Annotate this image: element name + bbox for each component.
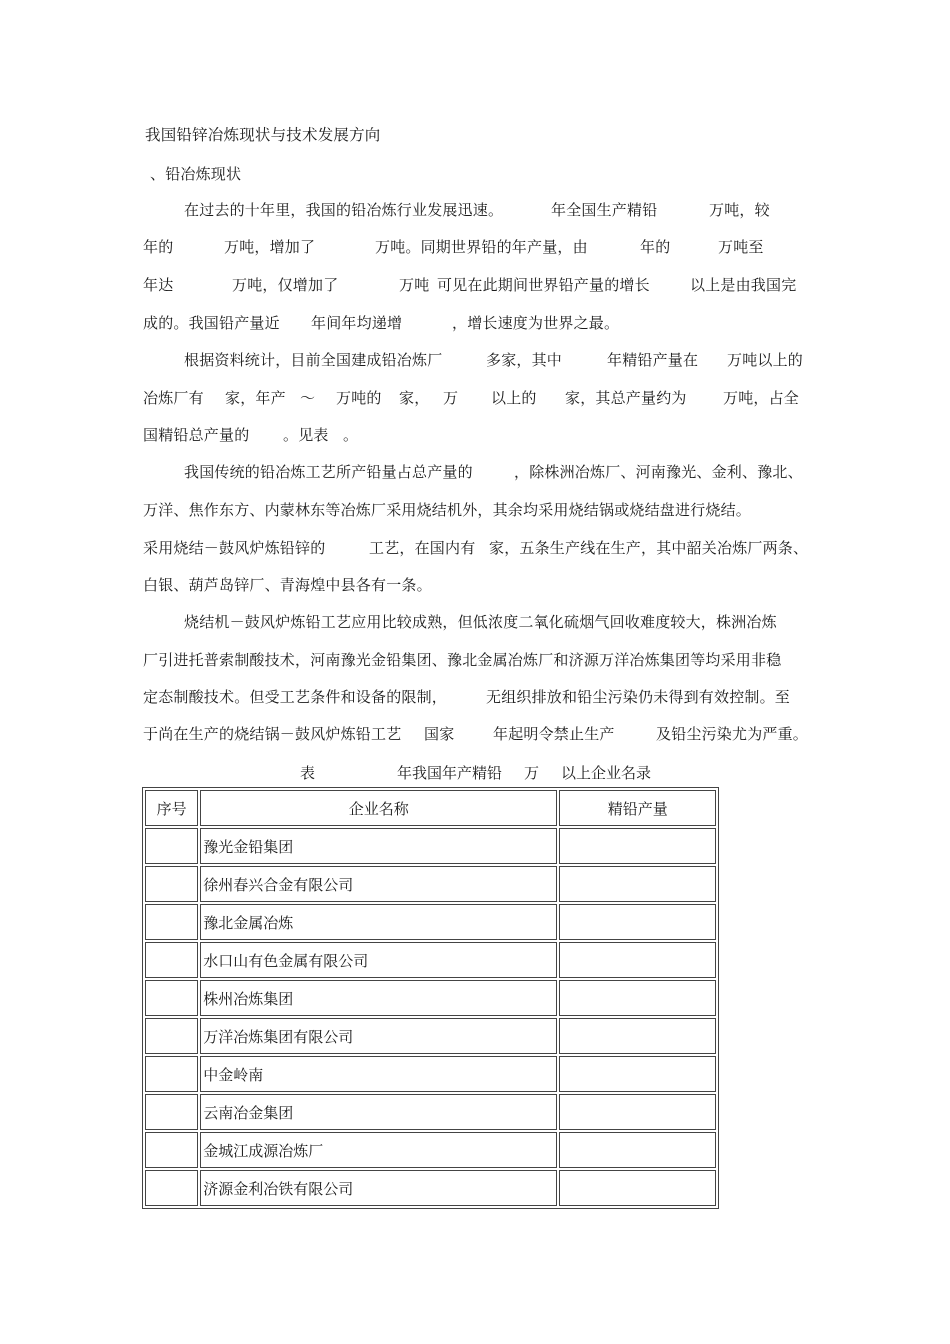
text-segment: 国家 xyxy=(424,725,455,743)
text-segment: 家，年产 xyxy=(225,389,286,407)
table-row xyxy=(145,1018,716,1054)
row-name: 中金岭南 xyxy=(200,1056,557,1092)
text-segment: 。见表 xyxy=(283,426,329,444)
text-segment: 定态制酸技术。但受工艺条件和设备的限制， xyxy=(143,688,448,706)
text-segment: 万吨的 xyxy=(336,389,382,407)
table-row xyxy=(145,828,716,864)
text-segment: 多家，其中 xyxy=(486,351,563,369)
row-name: 水口山有色金属有限公司 xyxy=(200,942,557,978)
row-index xyxy=(145,980,198,1016)
text-segment: 万吨以上的 xyxy=(727,351,804,369)
text-segment: 以上是由我国完 xyxy=(690,276,797,294)
row-index xyxy=(145,1018,198,1054)
row-name: 万洋冶炼集团有限公司 xyxy=(200,1018,557,1054)
text-segment: 以上的 xyxy=(491,389,537,407)
text-segment: 工艺，在国内有 xyxy=(369,539,476,557)
text-segment: 年达 xyxy=(143,276,174,294)
text-segment: 根据资料统计，目前全国建成铅冶炼厂 xyxy=(184,351,443,369)
row-output xyxy=(559,942,716,978)
text-segment: 家， xyxy=(399,389,430,407)
text-segment: 年的 xyxy=(640,238,671,256)
caption-prefix: 表 xyxy=(300,764,316,782)
text-segment: 万 xyxy=(443,389,459,407)
row-index xyxy=(145,1094,198,1130)
text-segment: 万吨 xyxy=(399,276,430,294)
table-row xyxy=(145,942,716,978)
table-row xyxy=(145,1132,716,1168)
text-segment: 及铅尘污染尤为严重。 xyxy=(656,725,809,743)
text-segment: 烧结机－鼓风炉炼铅工艺应用比较成熟，但低浓度二氧化硫烟气回收难度较大，株洲冶炼 xyxy=(184,613,777,631)
row-index xyxy=(145,904,198,940)
text-segment: 万吨，增加了 xyxy=(224,238,316,256)
row-name: 云南冶金集团 xyxy=(200,1094,557,1130)
text-segment: 家，其总产量约为 xyxy=(565,389,687,407)
text-segment: ～ xyxy=(300,389,316,407)
text-segment: 万吨至 xyxy=(718,238,764,256)
table-row xyxy=(145,1170,716,1206)
table-header-row xyxy=(145,790,716,826)
text-segment: 冶炼厂有 xyxy=(143,389,204,407)
caption-suffix: 以上企业名录 xyxy=(561,764,652,782)
text-segment: 无组织排放和铅尘污染仍未得到有效控制。至 xyxy=(486,688,791,706)
row-index xyxy=(145,828,198,864)
caption-unit: 万 xyxy=(524,764,540,782)
header-index: 序号 xyxy=(145,790,198,826)
caption-middle: 年我国年产精铅 xyxy=(397,764,503,782)
table-row xyxy=(145,904,716,940)
text-segment: 家，五条生产线在生产，其中韶关冶炼厂两条、 xyxy=(489,539,809,557)
text-segment: 厂引进托普索制酸技术，河南豫光金铅集团、豫北金属冶炼厂和济源万洋冶炼集团等均采用非稳 xyxy=(143,651,782,669)
text-segment: 白银、葫芦岛锌厂、青海煌中县各有一条。 xyxy=(143,576,432,594)
text-segment: 采用烧结－鼓风炉炼铅锌的 xyxy=(143,539,326,557)
table-row xyxy=(145,1056,716,1092)
row-index xyxy=(145,1132,198,1168)
row-index xyxy=(145,1170,198,1206)
text-segment: 万吨，占全 xyxy=(723,389,800,407)
document-title: 我国铅锌冶炼现状与技术发展方向 xyxy=(145,126,381,144)
text-segment: 。 xyxy=(343,426,359,444)
row-output xyxy=(559,1132,716,1168)
text-segment: 成的。我国铅产量近 xyxy=(143,314,280,332)
text-segment: 年间年均递增 xyxy=(311,314,403,332)
table-row xyxy=(145,1094,716,1130)
header-name: 企业名称 xyxy=(200,790,557,826)
text-segment: 万吨，较 xyxy=(709,201,770,219)
header-output: 精铅产量 xyxy=(559,790,716,826)
row-output xyxy=(559,1170,716,1206)
row-output xyxy=(559,904,716,940)
text-segment: 万吨，仅增加了 xyxy=(232,276,339,294)
text-segment: 我国传统的铅冶炼工艺所产铅量占总产量的 xyxy=(184,463,473,481)
row-output xyxy=(559,1094,716,1130)
row-output xyxy=(559,1056,716,1092)
row-index xyxy=(145,942,198,978)
text-segment: ，除株洲冶炼厂、河南豫光、金利、豫北、 xyxy=(514,463,803,481)
row-index xyxy=(145,1056,198,1092)
row-output xyxy=(559,980,716,1016)
row-output xyxy=(559,866,716,902)
text-segment: 万吨。同期世界铅的年产量，由 xyxy=(375,238,588,256)
text-segment: 年精铅产量在 xyxy=(607,351,699,369)
row-name: 徐州春兴合金有限公司 xyxy=(200,866,557,902)
row-name: 株州冶炼集团 xyxy=(200,980,557,1016)
section-heading: 、铅冶炼现状 xyxy=(150,165,242,183)
text-segment: 年全国生产精铅 xyxy=(551,201,658,219)
row-output xyxy=(559,828,716,864)
row-name: 豫光金铅集团 xyxy=(200,828,557,864)
text-segment: 年起明令禁止生产 xyxy=(493,725,615,743)
text-segment: ，增长速度为世界之最。 xyxy=(452,314,620,332)
row-index xyxy=(145,866,198,902)
text-segment: 可见在此期间世界铅产量的增长 xyxy=(437,276,650,294)
text-segment: 国精铅总产量的 xyxy=(143,426,250,444)
table-row xyxy=(145,980,716,1016)
text-segment: 万洋、焦作东方、内蒙林东等冶炼厂采用烧结机外，其余均采用烧结锅或烧结盘进行烧结。 xyxy=(143,501,752,519)
text-segment: 在过去的十年里，我国的铅冶炼行业发展迅速。 xyxy=(184,201,504,219)
row-name: 济源金利冶铁有限公司 xyxy=(200,1170,557,1206)
row-name: 金城江成源冶炼厂 xyxy=(200,1132,557,1168)
row-output xyxy=(559,1018,716,1054)
text-segment: 于尚在生产的烧结锅－鼓风炉炼铅工艺 xyxy=(143,725,402,743)
text-segment: 年的 xyxy=(143,238,174,256)
enterprise-table xyxy=(142,787,719,1209)
table-row xyxy=(145,866,716,902)
row-name: 豫北金属冶炼 xyxy=(200,904,557,940)
